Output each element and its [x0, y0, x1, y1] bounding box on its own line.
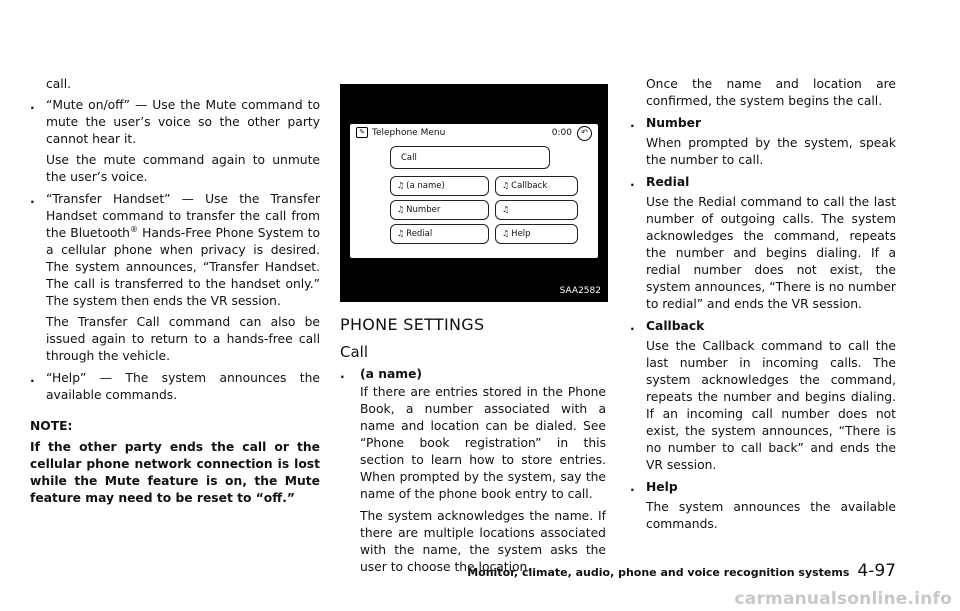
bullet-dot: .	[630, 175, 635, 189]
telephone-menu-figure	[340, 84, 608, 302]
callback-button-label: Callback	[511, 181, 548, 191]
number-title: Number	[646, 116, 702, 130]
help-text: — The system announces the available commands.	[46, 371, 320, 402]
mute-text-2: Use the mute command again to unmute the user’s voice.	[46, 153, 320, 184]
callback-title: Callback	[646, 319, 705, 333]
back-icon[interactable]: ↶	[577, 126, 592, 141]
help-title-right: Help	[646, 480, 678, 494]
a-name-text: If there are entries stored in the Phone Book, a number associated with a name and location can be dialed. See “Phone book registration” in this section to learn how to store entries. When prompted by the system, say the name of the phone book entry to call.	[360, 385, 606, 501]
figure-code: SAA2582	[559, 286, 601, 296]
a-name-text-2: The system acknowledges the name. If there are multiple locations associated with the name, the system asks the user to choose the location.	[360, 509, 606, 574]
note-text: If the other party ends the call or the cellular phone network connection is lost while the Mute feature is on, the Mute feature may need to be reset to “off.”	[30, 440, 320, 505]
help-bullet	[30, 370, 320, 404]
mute-title: “Mute on/off”	[46, 98, 130, 112]
number-text: When prompted by the system, speak the number to call.	[646, 136, 896, 167]
redial-button-label: Redial	[406, 229, 433, 239]
number-button[interactable]	[390, 200, 489, 220]
callback-bullet	[630, 318, 896, 335]
bullet-dot: .	[30, 371, 35, 385]
a-name-button-label: (a name)	[406, 181, 445, 191]
bullet-dot: .	[340, 367, 345, 381]
right-column	[630, 76, 896, 538]
microphone-icon: ♫	[397, 205, 405, 214]
confirm-text: Once the name and location are confirmed, the system begins the call.	[646, 77, 896, 108]
registered-mark: ®	[129, 224, 138, 234]
microphone-icon: ♫	[397, 181, 405, 190]
help-button-label: Help	[511, 229, 531, 239]
a-name-title: (a name)	[360, 367, 423, 381]
redial-text: Use the Redial command to call the last number of outgoing calls. The system acknowledges the command, repeats the number and begins dialing. If a redial number does not exist, the system announces, “There is no number to redial” and ends the VR session.	[646, 195, 896, 311]
redial-bullet	[630, 174, 896, 191]
microphone-icon: ♫	[502, 229, 510, 238]
help-title: “Help”	[46, 371, 87, 385]
microphone-icon: ♫	[502, 181, 510, 190]
empty-voice-button[interactable]	[495, 200, 578, 220]
number-bullet	[630, 115, 896, 132]
bullet-dot: .	[30, 98, 35, 112]
call-tail: call.	[46, 77, 72, 91]
callback-text: Use the Callback command to call the last number in incoming calls. The system acknowledges the command, repeats the number and begins dialing. If an incoming call number does not exist, the system announces, “There is no number to call back” and ends the VR session.	[646, 339, 896, 472]
microphone-icon: ♫	[397, 229, 405, 238]
left-column	[30, 76, 320, 507]
mute-text: — Use the Mute command to mute the user’s voice so the other party cannot hear it.	[46, 98, 320, 146]
bullet-dot: .	[630, 319, 635, 333]
microphone-icon: ♫	[502, 205, 510, 214]
number-button-label: Number	[406, 205, 441, 215]
bullet-dot: .	[630, 116, 635, 130]
page-footer	[467, 563, 896, 581]
mute-bullet	[30, 97, 320, 148]
transfer-text-a: — Use the Transfer Handset command to transfer the call from the Bluetooth	[46, 192, 320, 240]
section-heading: PHONE SETTINGS	[340, 315, 485, 334]
redial-title: Redial	[646, 175, 690, 189]
watermark: carmanualsonline.info	[734, 589, 952, 609]
subsection-heading: Call	[340, 343, 369, 361]
note-heading: NOTE:	[30, 419, 73, 433]
transfer-title: “Transfer Handset”	[46, 192, 171, 206]
call-button[interactable]	[390, 146, 550, 169]
help-button[interactable]	[495, 224, 578, 244]
page-number: 4-97	[857, 561, 896, 581]
middle-column	[340, 366, 606, 581]
transfer-bullet	[30, 191, 320, 310]
bullet-dot: .	[30, 192, 35, 206]
a-name-bullet	[340, 366, 606, 383]
phone-edit-icon: ✎	[356, 127, 368, 138]
call-timer: 0:00	[551, 128, 572, 138]
bullet-dot: .	[630, 480, 635, 494]
a-name-button[interactable]	[390, 176, 489, 196]
redial-button[interactable]	[390, 224, 489, 244]
transfer-text-2: The Transfer Call command can also be issued again to return to a hands-free call through the vehicle.	[46, 315, 320, 363]
call-button-label: Call	[401, 153, 417, 163]
callback-button[interactable]	[495, 176, 578, 196]
help-bullet-right	[630, 479, 896, 496]
telephone-menu-screen	[349, 123, 599, 259]
transfer-text-b: Hands-Free Phone System to a cellular phone when privacy is desired. The system announces, “Transfer Handset. The call is transferred to the handset only.” The system then ends the VR session.	[46, 226, 320, 308]
footer-section: Monitor, climate, audio, phone and voice recognition systems	[467, 566, 850, 579]
screen-title: Telephone Menu	[372, 128, 446, 138]
help-text-right: The system announces the available commands.	[646, 500, 896, 531]
